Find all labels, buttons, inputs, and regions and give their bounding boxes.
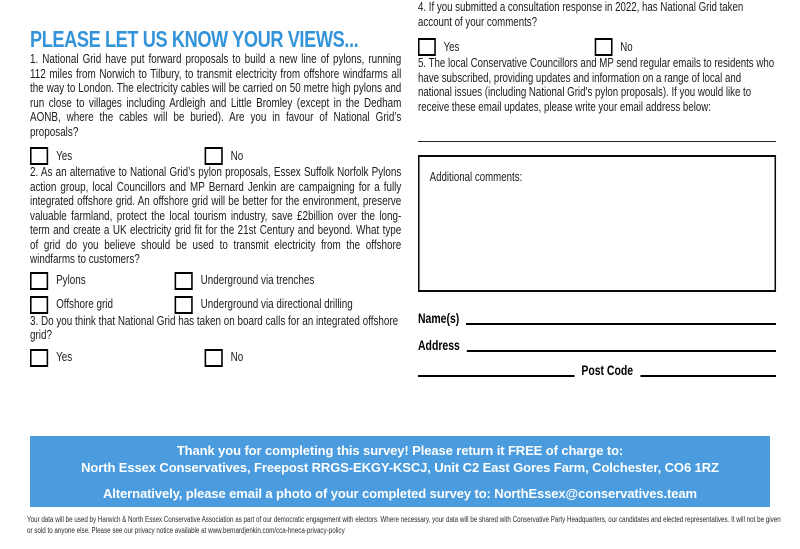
postcode-label: Post Code xyxy=(581,363,634,378)
name-label: Name(s) xyxy=(418,311,460,326)
question-2-text: 2. As an alternative to National Grid’s pylon proposals, Essex Suffolk Norfolk Pylons action group, local Councillors and MP Bernard Jenkin are campaigning for a fully integrated offshore grid. An offshore grid will be better for the environment, preserve valuable farmland, protect the local tourism industry, save £2billion over the long-term and create a UK electricity grid fit for the 21st Century and beyond. What type of grid do you believe should be used to transmit electricity from the offshore windfarms to customers? xyxy=(30,165,402,266)
q2-options-row-2 xyxy=(30,296,401,314)
question-2-options xyxy=(30,272,401,314)
question-4-options xyxy=(418,38,776,56)
q2-option-underground-directional xyxy=(175,296,353,314)
q2-options-row-1 xyxy=(30,272,401,290)
q4-no-checkbox[interactable] xyxy=(595,38,613,56)
question-1-text: 1. National Grid have put forward proposals to build a new line of pylons, running 112 miles from Norwich to Tilbury, to transmit electricity from offshore windfarms all the way to London. The electricity cables will be carried on 50 metre high pylons and run close to villages including Ardleigh and Little Bromley (except in the Dedham AONB, where the cables will be buried). Are you in favour of National Grid’s proposals? xyxy=(30,52,402,139)
q2-underground-trenches-checkbox[interactable] xyxy=(175,272,193,290)
q1-option-no xyxy=(205,147,244,165)
address-field-row xyxy=(418,338,776,354)
banner-freepost-address-line: North Essex Conservatives, Freepost RRGS-EKGY-KSCJ, Unit C2 East Gores Farm, Colchester, CO6 1RZ xyxy=(81,459,719,475)
privacy-footer xyxy=(27,515,784,536)
q3-option-no xyxy=(205,349,244,367)
q3-option-yes xyxy=(30,349,205,367)
q1-yes-label: Yes xyxy=(56,148,73,163)
q4-yes-label: Yes xyxy=(443,39,460,54)
banner-email-alternative-line: Alternatively, please email a photo of your completed survey to: NorthEssex@conservatives.team xyxy=(102,486,697,501)
survey-right-column xyxy=(418,0,776,379)
q1-no-checkbox[interactable] xyxy=(205,147,223,165)
name-write-line[interactable] xyxy=(466,323,776,325)
additional-comments-box[interactable] xyxy=(418,155,776,292)
q2-underground-directional-checkbox[interactable] xyxy=(175,296,193,314)
question-4-text: 4. If you submitted a consultation response in 2022, has National Grid taken account of your comments? xyxy=(418,0,744,29)
page-title: PLEASE LET US KNOW YOUR VIEWS... xyxy=(30,26,359,52)
q1-no-label: No xyxy=(230,148,244,163)
q2-offshore-grid-label: Offshore grid xyxy=(56,297,113,311)
email-address-write-line[interactable] xyxy=(418,141,776,142)
q3-yes-label: Yes xyxy=(56,350,73,364)
q2-underground-directional-label: Underground via directional drilling xyxy=(200,297,353,311)
q1-yes-checkbox[interactable] xyxy=(30,147,48,165)
q3-no-checkbox[interactable] xyxy=(205,349,223,367)
survey-left-column xyxy=(30,0,401,367)
additional-comments-label: Additional comments: xyxy=(429,170,523,184)
question-1-options xyxy=(30,147,401,165)
q1-option-yes xyxy=(30,147,205,165)
address-label: Address xyxy=(418,338,460,353)
q2-option-underground-trenches xyxy=(175,272,315,290)
q2-option-pylons xyxy=(30,272,175,290)
q2-option-offshore-grid xyxy=(30,296,175,314)
question-3-text: 3. Do you think that National Grid has taken on board calls for an integrated offshore grid? xyxy=(30,313,399,342)
banner-thank-you-line: Thank you for completing this survey! Please return it FREE of charge to: xyxy=(176,443,624,458)
question-5-text: 5. The local Conservative Councillors and MP send regular emails to residents who have subscribed, providing updates and information on a range of local and national issues (including National Grid’s pylon proposals). If you would like to receive these email updates, please write your email address below: xyxy=(418,56,775,114)
q4-no-label: No xyxy=(620,39,633,54)
question-3-options xyxy=(30,349,401,367)
q2-pylons-checkbox[interactable] xyxy=(30,272,48,290)
address-write-line[interactable] xyxy=(467,350,776,352)
q3-yes-checkbox[interactable] xyxy=(30,349,48,367)
address-write-line-2[interactable] xyxy=(418,375,574,377)
q3-no-label: No xyxy=(230,350,244,364)
privacy-notice-text: Your data will be used by Harwich & North Essex Conservative Association as part of our democratic engagement with electors. Where necessary, your data will be shared with Conservative Party Headquarters, our candidates and elected representatives. It will not be given or sold to anyone else. Please see our privacy notice available at www.bernardjenkin.com/cca-hneca-privacy-policy xyxy=(27,515,781,535)
q2-underground-trenches-label: Underground via trenches xyxy=(200,273,315,287)
postcode-write-line[interactable] xyxy=(640,375,776,377)
q2-pylons-label: Pylons xyxy=(56,273,86,287)
postcode-field-row xyxy=(418,363,776,379)
return-instructions-banner xyxy=(30,436,770,507)
name-field-row xyxy=(418,311,776,327)
q2-offshore-grid-checkbox[interactable] xyxy=(30,296,48,314)
q4-option-no xyxy=(595,38,633,56)
q4-yes-checkbox[interactable] xyxy=(418,38,436,56)
q4-option-yes xyxy=(418,38,595,56)
